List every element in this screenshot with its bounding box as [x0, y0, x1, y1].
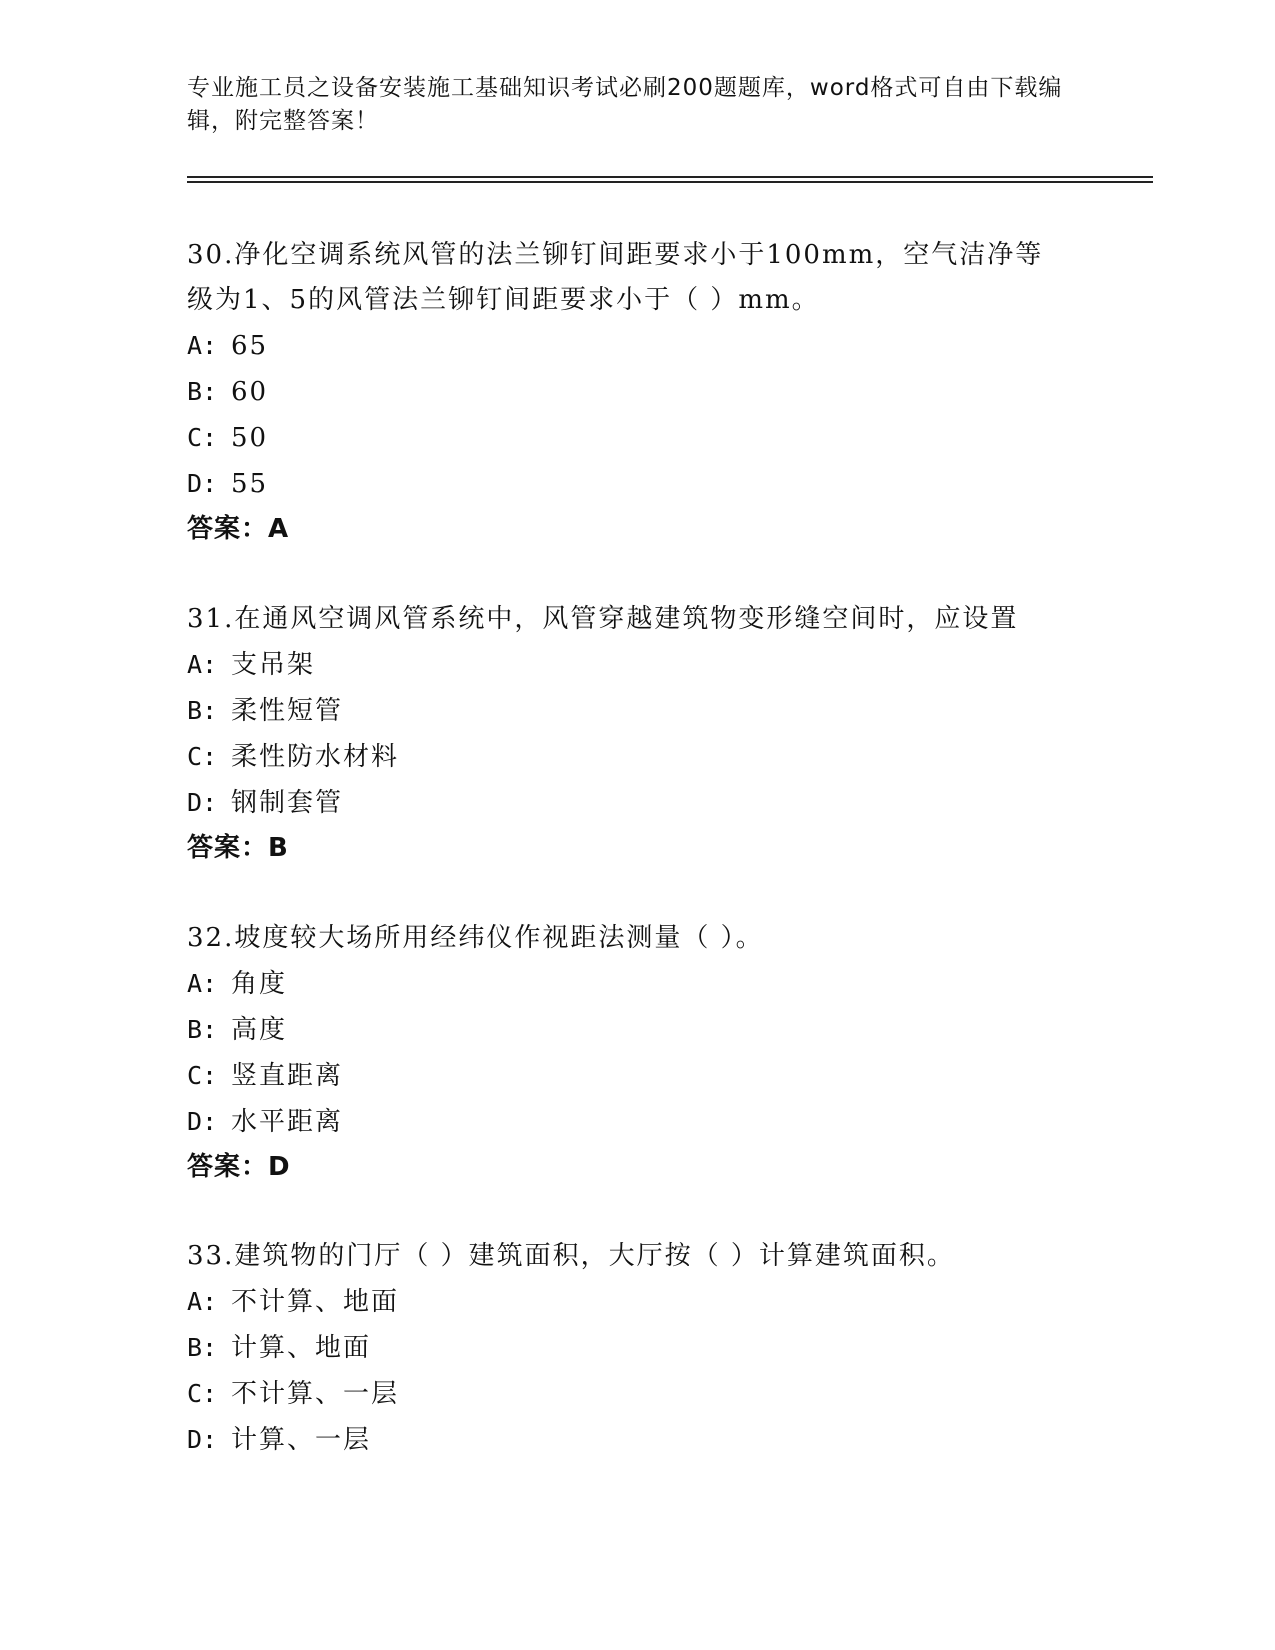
option-text: 柔性防水材料: [231, 742, 400, 772]
option-d: [187, 780, 1067, 826]
option-b: [187, 1007, 1067, 1053]
answer-line: 答案：B: [187, 833, 289, 863]
option-b: [187, 688, 1067, 734]
option-key: A:: [187, 969, 218, 998]
question-32: [187, 916, 1067, 1190]
option-d: [187, 1417, 1067, 1463]
option-key: C:: [187, 423, 218, 452]
option-key: C:: [187, 1061, 218, 1090]
question-33: [187, 1234, 1067, 1463]
option-d: [187, 1099, 1067, 1145]
option-text: 50: [231, 423, 269, 453]
option-key: D:: [187, 788, 218, 817]
option-a: [187, 1279, 1067, 1325]
option-c: [187, 1053, 1067, 1099]
option-a: [187, 642, 1067, 688]
option-c: [187, 734, 1067, 780]
option-text: 角度: [231, 969, 288, 999]
question-31: [187, 597, 1067, 871]
answer-line: 答案：D: [187, 1152, 291, 1182]
option-text: 竖直距离: [231, 1061, 344, 1091]
option-key: A:: [187, 1287, 218, 1316]
option-text: 高度: [231, 1015, 288, 1045]
option-c: [187, 1371, 1067, 1417]
option-text: 不计算、地面: [231, 1287, 400, 1317]
option-text: 水平距离: [231, 1107, 344, 1137]
option-text: 55: [231, 469, 269, 499]
option-b: [187, 369, 1067, 415]
option-key: D:: [187, 1107, 218, 1136]
option-key: A:: [187, 331, 218, 360]
question-text: 33.建筑物的门厅（ ）建筑面积，大厅按（ ）计算建筑面积。: [187, 1241, 955, 1271]
option-b: [187, 1325, 1067, 1371]
option-key: C:: [187, 1379, 218, 1408]
option-key: B:: [187, 1015, 218, 1044]
option-text: 支吊架: [231, 650, 316, 680]
option-a: [187, 961, 1067, 1007]
option-c: [187, 415, 1067, 461]
option-text: 60: [231, 377, 269, 407]
question-text: 31.在通风空调风管系统中，风管穿越建筑物变形缝空间时，应设置: [187, 604, 1019, 634]
question-30: [187, 233, 1067, 552]
option-text: 计算、地面: [231, 1333, 372, 1363]
option-text: 钢制套管: [231, 788, 344, 818]
option-key: A:: [187, 650, 218, 679]
option-a: [187, 323, 1067, 369]
question-text: 30.净化空调系统风管的法兰铆钉间距要求小于100mm，空气洁净等级为1、5的风管法兰铆钉间距要求小于（ ）mm。: [187, 240, 1044, 315]
option-key: D:: [187, 1425, 218, 1454]
option-key: D:: [187, 469, 218, 498]
option-key: B:: [187, 1333, 218, 1362]
header-divider-bottom: [187, 181, 1153, 183]
option-key: B:: [187, 696, 218, 725]
option-text: 柔性短管: [231, 696, 344, 726]
option-text: 计算、一层: [231, 1425, 372, 1455]
answer-line: 答案：A: [187, 514, 290, 544]
question-text: 32.坡度较大场所用经纬仪作视距法测量（ ）。: [187, 923, 764, 953]
header-divider-top: [187, 176, 1153, 178]
option-text: 不计算、一层: [231, 1379, 400, 1409]
option-text: 65: [231, 331, 269, 361]
option-key: C:: [187, 742, 218, 771]
document-header: 专业施工员之设备安装施工基础知识考试必刷200题题库，word格式可自由下载编辑，附完整答案！: [187, 75, 1063, 134]
option-key: B:: [187, 377, 218, 406]
option-d: [187, 461, 1067, 507]
